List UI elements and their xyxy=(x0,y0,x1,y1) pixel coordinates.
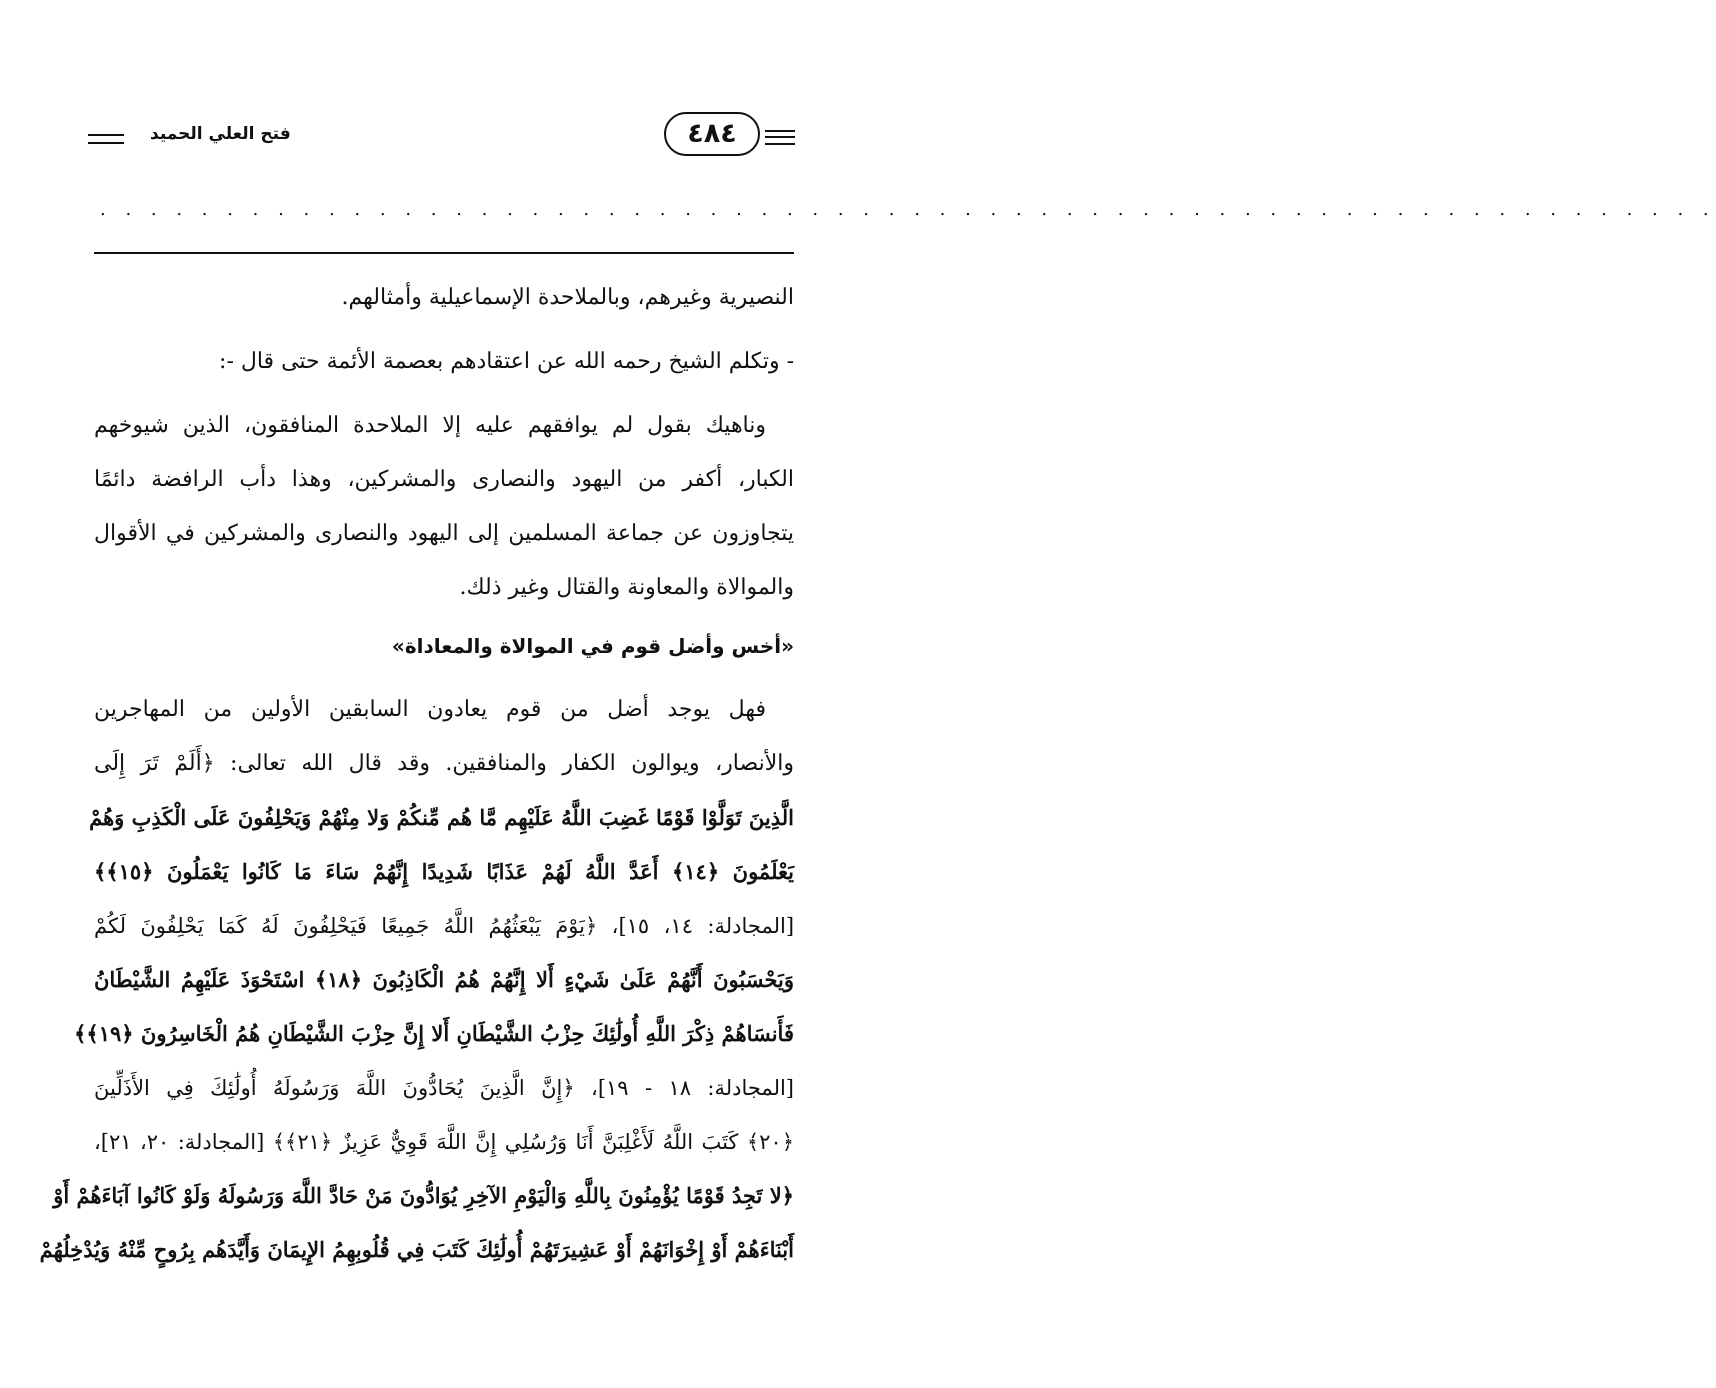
quran-verse-line: [المجادلة: ١٤، ١٥]، ﴿يَوْمَ يَبْعَثُهُمُ اللَّهُ جَمِيعًا فَيَحْلِفُونَ لَهُ كَمَا يَحْلِفُونَ لَكُمْ xyxy=(94,914,795,938)
quran-verse-line: [المجادلة: ١٨ - ١٩]، ﴿إِنَّ الَّذِينَ يُحَادُّونَ اللَّهَ وَرَسُولَهُ أُولَٰئِكَ فِي الأَذَلِّينَ xyxy=(94,1076,794,1100)
header-ornament-right xyxy=(765,130,795,145)
quran-verse-line: أَبْنَاءَهُمْ أَوْ إِخْوَانَهُمْ أَوْ عَشِيرَتَهُمْ أُولَٰئِكَ كَتَبَ فِي قُلُوبِهِمُ الإِيمَانَ وَأَيَّدَهُم بِرُوحٍ مِّنْهُ وَيُدْخِلُهُمْ xyxy=(39,1237,794,1262)
page-number: ٤٨٤ xyxy=(664,112,760,156)
quran-verse-line: الَّذِينَ تَوَلَّوْا قَوْمًا غَضِبَ اللَّهُ عَلَيْهِم مَّا هُم مِّنكُمْ وَلا مِنْهُمْ وَيَحْلِفُونَ عَلَى الْكَذِبِ وَهُمْ xyxy=(89,805,794,830)
quran-verse-line: وَيَحْسَبُونَ أَنَّهُمْ عَلَىٰ شَيْءٍ أَلا إِنَّهُمْ هُمُ الْكَاذِبُونَ ﴿١٨﴾ اسْتَحْوَذَ عَلَيْهِمُ الشَّيْطَانُ xyxy=(94,967,794,992)
text-line: النصيرية وغيرهم، وبالملاحدة الإسماعيلية وأمثالهم. xyxy=(341,285,794,310)
text-line: والأنصار، ويوالون الكفار والمنافقين. وقد قال الله تعالى: ﴿أَلَمْ تَرَ إِلَى xyxy=(94,751,794,776)
book-title: فتح العلي الحميد xyxy=(150,124,291,144)
header-ornament-left xyxy=(88,134,124,144)
text-line: والموالاة والمعاونة والقتال وغير ذلك. xyxy=(459,575,794,600)
quran-verse-line: يَعْلَمُونَ ﴿١٤﴾ أَعَدَّ اللَّهُ لَهُمْ عَذَابًا شَدِيدًا إِنَّهُمْ سَاءَ مَا كَانُوا يَعْمَلُونَ ﴿١٥﴾﴾ xyxy=(94,859,794,884)
text-line: يتجاوزون عن جماعة المسلمين إلى اليهود والنصارى والمشركين في الأقوال xyxy=(94,521,794,546)
dotted-separator: . . . . . . . . . . . . . . . . . . . . . . . . . . . . . . . . . . . . . . . . . . . . . . . . . . . . . . . . . . . . . . . . xyxy=(100,199,1716,220)
text-line: الكبار، أكفر من اليهود والنصارى والمشركين، وهذا دأب الرافضة دائمًا xyxy=(94,467,794,492)
text-line: - وتكلم الشيخ رحمه الله عن اعتقادهم بعصمة الأئمة حتى قال -: xyxy=(219,349,794,374)
quran-verse-line: ﴿لا تَجِدُ قَوْمًا يُؤْمِنُونَ بِاللَّهِ وَالْيَوْمِ الآخِرِ يُوَادُّونَ مَنْ حَادَّ اللَّهَ وَرَسُولَهُ وَلَوْ كَانُوا آبَاءَهُمْ أَوْ xyxy=(53,1183,794,1208)
header-divider xyxy=(94,252,794,254)
section-heading: «أخس وأضل قوم في الموالاة والمعاداة» xyxy=(391,634,794,658)
quran-verse-line: فَأَنسَاهُمْ ذِكْرَ اللَّهِ أُولَٰئِكَ حِزْبُ الشَّيْطَانِ أَلا إِنَّ حِزْبَ الشَّيْطَانِ هُمُ الْخَاسِرُونَ ﴿١٩﴾﴾ xyxy=(74,1021,794,1046)
text-line: فهل يوجد أضل من قوم يعادون السابقين الأولين من المهاجرين xyxy=(94,697,766,722)
text-line: وناهيك بقول لم يوافقهم عليه إلا الملاحدة المنافقون، الذين شيوخهم xyxy=(94,413,766,438)
quran-verse-line: ﴿٢٠﴾ كَتَبَ اللَّهُ لَأَغْلِبَنَّ أَنَا وَرُسُلِي إِنَّ اللَّهَ قَوِيٌّ عَزِيزٌ ﴿٢١﴾﴾ [المجادلة: ٢٠، ٢١]، xyxy=(94,1130,795,1154)
